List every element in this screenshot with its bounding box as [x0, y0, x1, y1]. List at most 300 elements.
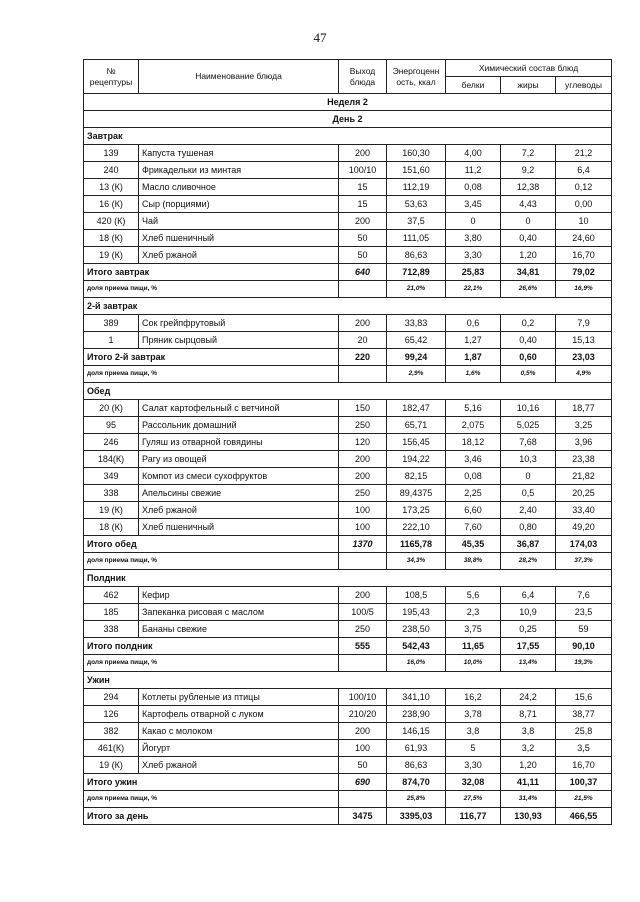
recipe-number-cell: 246 [84, 434, 139, 451]
meal-total-value: 79,02 [556, 264, 612, 281]
proteins-cell: 2,3 [446, 604, 501, 621]
carbs-cell: 0,12 [556, 179, 612, 196]
dish-row [84, 740, 612, 757]
meal-total-label: Итого 2-й завтрак [84, 349, 339, 366]
proteins-cell: 11,2 [446, 162, 501, 179]
meal-section-row [84, 128, 612, 145]
fats-cell: 0 [501, 468, 556, 485]
meal-share-row [84, 366, 612, 383]
day-total-value: 130,93 [501, 808, 556, 825]
energy-cell: 112,19 [387, 179, 446, 196]
meal-total-value: 1165,78 [387, 536, 446, 553]
recipe-number-cell: 389 [84, 315, 139, 332]
meal-total-value: 36,87 [501, 536, 556, 553]
yield-cell: 200 [339, 213, 387, 230]
proteins-cell: 1,27 [446, 332, 501, 349]
proteins-cell: 3,75 [446, 621, 501, 638]
meal-total-value: 99,24 [387, 349, 446, 366]
fats-cell: 12,38 [501, 179, 556, 196]
fats-cell: 6,4 [501, 587, 556, 604]
carbs-cell: 3,25 [556, 417, 612, 434]
recipe-number-cell: 13 (К) [84, 179, 139, 196]
meal-share-value: 21,0% [387, 281, 446, 298]
dish-row [84, 417, 612, 434]
meal-share-row [84, 281, 612, 298]
energy-cell: 61,93 [387, 740, 446, 757]
energy-cell: 160,30 [387, 145, 446, 162]
proteins-cell: 0 [446, 213, 501, 230]
meal-share-empty [339, 655, 387, 672]
meal-share-empty [339, 553, 387, 570]
carbs-cell: 49,20 [556, 519, 612, 536]
dish-name-cell: Запеканка рисовая с маслом [139, 604, 339, 621]
dish-name-cell: Какао с молоком [139, 723, 339, 740]
header-dish-name: Наименование блюда [139, 60, 339, 94]
meal-section-row [84, 570, 612, 587]
yield-cell: 250 [339, 485, 387, 502]
meal-total-value: 874,70 [387, 774, 446, 791]
dish-row [84, 706, 612, 723]
recipe-number-cell: 19 (К) [84, 757, 139, 774]
meal-share-label: доля приема пищи, % [84, 366, 339, 383]
fats-cell: 9,2 [501, 162, 556, 179]
carbs-cell: 38,77 [556, 706, 612, 723]
meal-share-empty [339, 366, 387, 383]
proteins-cell: 18,12 [446, 434, 501, 451]
dish-row [84, 145, 612, 162]
meal-share-value: 4,9% [556, 366, 612, 383]
recipe-number-cell: 240 [84, 162, 139, 179]
energy-cell: 146,15 [387, 723, 446, 740]
dish-name-cell: Пряник сырцовый [139, 332, 339, 349]
fats-cell: 0,40 [501, 230, 556, 247]
proteins-cell: 3,45 [446, 196, 501, 213]
dish-row [84, 468, 612, 485]
dish-row [84, 247, 612, 264]
energy-cell: 222,10 [387, 519, 446, 536]
yield-cell: 100/10 [339, 689, 387, 706]
dish-name-cell: Бананы свежие [139, 621, 339, 638]
yield-cell: 50 [339, 247, 387, 264]
meal-share-value: 10,0% [446, 655, 501, 672]
carbs-cell: 24,60 [556, 230, 612, 247]
yield-cell: 200 [339, 468, 387, 485]
proteins-cell: 3,46 [446, 451, 501, 468]
meal-total-yield: 1370 [339, 536, 387, 553]
energy-cell: 86,63 [387, 247, 446, 264]
carbs-cell: 33,40 [556, 502, 612, 519]
meal-total-value: 45,35 [446, 536, 501, 553]
proteins-cell: 2,075 [446, 417, 501, 434]
dish-row [84, 587, 612, 604]
header-recipe-no: № рецептуры [84, 60, 139, 94]
dish-name-cell: Капуста тушеная [139, 145, 339, 162]
meal-share-value: 25,8% [387, 791, 446, 808]
meal-total-value: 11,65 [446, 638, 501, 655]
dish-row [84, 230, 612, 247]
fats-cell: 0,5 [501, 485, 556, 502]
energy-cell: 65,71 [387, 417, 446, 434]
meal-share-value: 27,5% [446, 791, 501, 808]
meal-section-row [84, 672, 612, 689]
fats-cell: 0,40 [501, 332, 556, 349]
meal-total-value: 90,10 [556, 638, 612, 655]
yield-cell: 200 [339, 315, 387, 332]
carbs-cell: 0,00 [556, 196, 612, 213]
meal-share-value: 21,5% [556, 791, 612, 808]
energy-cell: 156,45 [387, 434, 446, 451]
meal-total-label: Итого ужин [84, 774, 339, 791]
meal-share-value: 13,4% [501, 655, 556, 672]
carbs-cell: 7,9 [556, 315, 612, 332]
day-total-value: 3475 [339, 808, 387, 825]
dish-name-cell: Салат картофельный с ветчиной [139, 400, 339, 417]
dish-name-cell: Компот из смеси сухофруктов [139, 468, 339, 485]
meal-share-empty [339, 281, 387, 298]
energy-cell: 108,5 [387, 587, 446, 604]
carbs-cell: 59 [556, 621, 612, 638]
meal-total-row [84, 349, 612, 366]
recipe-number-cell: 1 [84, 332, 139, 349]
carbs-cell: 3,5 [556, 740, 612, 757]
carbs-cell: 16,70 [556, 247, 612, 264]
energy-cell: 182,47 [387, 400, 446, 417]
meal-share-value: 34,3% [387, 553, 446, 570]
proteins-cell: 3,30 [446, 247, 501, 264]
dish-name-cell: Чай [139, 213, 339, 230]
dish-row [84, 162, 612, 179]
dish-row [84, 604, 612, 621]
proteins-cell: 0,6 [446, 315, 501, 332]
energy-cell: 53,63 [387, 196, 446, 213]
yield-cell: 200 [339, 451, 387, 468]
carbs-cell: 7,6 [556, 587, 612, 604]
meal-total-label: Итого обед [84, 536, 339, 553]
meal-share-value: 38,8% [446, 553, 501, 570]
carbs-cell: 21,82 [556, 468, 612, 485]
fats-cell: 0,2 [501, 315, 556, 332]
meal-share-row [84, 655, 612, 672]
proteins-cell: 3,8 [446, 723, 501, 740]
meal-share-value: 1,6% [446, 366, 501, 383]
recipe-number-cell: 18 (К) [84, 519, 139, 536]
dish-name-cell: Хлеб ржаной [139, 502, 339, 519]
meal-share-value: 19,3% [556, 655, 612, 672]
meal-share-value: 22,1% [446, 281, 501, 298]
carbs-cell: 18,77 [556, 400, 612, 417]
meal-share-row [84, 791, 612, 808]
yield-cell: 100 [339, 740, 387, 757]
carbs-cell: 23,38 [556, 451, 612, 468]
recipe-number-cell: 20 (К) [84, 400, 139, 417]
proteins-cell: 16,2 [446, 689, 501, 706]
yield-cell: 100 [339, 519, 387, 536]
meal-share-value: 16,9% [556, 281, 612, 298]
meal-section-title: Обед [84, 383, 612, 400]
dish-name-cell: Апельсины свежие [139, 485, 339, 502]
fats-cell: 3,2 [501, 740, 556, 757]
meal-share-value: 26,6% [501, 281, 556, 298]
proteins-cell: 6,60 [446, 502, 501, 519]
dish-row [84, 196, 612, 213]
dish-row [84, 332, 612, 349]
dish-row [84, 757, 612, 774]
meal-total-value: 712,89 [387, 264, 446, 281]
meal-share-label: доля приема пищи, % [84, 655, 339, 672]
carbs-cell: 15,13 [556, 332, 612, 349]
energy-cell: 82,15 [387, 468, 446, 485]
meal-total-row [84, 638, 612, 655]
day-total-value: 116,77 [446, 808, 501, 825]
meal-share-value: 16,0% [387, 655, 446, 672]
yield-cell: 15 [339, 196, 387, 213]
recipe-number-cell: 126 [84, 706, 139, 723]
recipe-number-cell: 382 [84, 723, 139, 740]
energy-cell: 194,22 [387, 451, 446, 468]
recipe-number-cell: 294 [84, 689, 139, 706]
recipe-number-cell: 184(К) [84, 451, 139, 468]
day-total-label: Итого за день [84, 808, 339, 825]
meal-total-value: 34,81 [501, 264, 556, 281]
proteins-cell: 5,6 [446, 587, 501, 604]
meal-total-label: Итого завтрак [84, 264, 339, 281]
dish-name-cell: Хлеб ржаной [139, 247, 339, 264]
dish-row [84, 451, 612, 468]
header-carbs: углеводы [556, 77, 612, 94]
yield-cell: 50 [339, 757, 387, 774]
recipe-number-cell: 338 [84, 621, 139, 638]
recipe-number-cell: 420 (К) [84, 213, 139, 230]
carbs-cell: 21,2 [556, 145, 612, 162]
yield-cell: 20 [339, 332, 387, 349]
proteins-cell: 7,60 [446, 519, 501, 536]
proteins-cell: 2,25 [446, 485, 501, 502]
recipe-number-cell: 349 [84, 468, 139, 485]
dish-name-cell: Котлеты рубленые из птицы [139, 689, 339, 706]
dish-name-cell: Хлеб ржаной [139, 757, 339, 774]
meal-section-title: 2-й завтрак [84, 298, 612, 315]
fats-cell: 8,71 [501, 706, 556, 723]
meal-total-value: 32,08 [446, 774, 501, 791]
proteins-cell: 5,16 [446, 400, 501, 417]
dish-row [84, 434, 612, 451]
yield-cell: 250 [339, 621, 387, 638]
dish-name-cell: Сыр (порциями) [139, 196, 339, 213]
yield-cell: 100/5 [339, 604, 387, 621]
meal-total-value: 41,11 [501, 774, 556, 791]
carbs-cell: 23,5 [556, 604, 612, 621]
energy-cell: 195,43 [387, 604, 446, 621]
meal-total-value: 1,87 [446, 349, 501, 366]
dish-name-cell: Масло сливочное [139, 179, 339, 196]
dish-row [84, 519, 612, 536]
fats-cell: 7,68 [501, 434, 556, 451]
fats-cell: 4,43 [501, 196, 556, 213]
dish-row [84, 315, 612, 332]
carbs-cell: 3,96 [556, 434, 612, 451]
meal-share-label: доля приема пищи, % [84, 791, 339, 808]
recipe-number-cell: 16 (К) [84, 196, 139, 213]
yield-cell: 100 [339, 502, 387, 519]
fats-cell: 2,40 [501, 502, 556, 519]
meal-section-title: Ужин [84, 672, 612, 689]
yield-cell: 120 [339, 434, 387, 451]
dish-row [84, 689, 612, 706]
fats-cell: 1,20 [501, 247, 556, 264]
proteins-cell: 3,80 [446, 230, 501, 247]
energy-cell: 238,90 [387, 706, 446, 723]
recipe-number-cell: 338 [84, 485, 139, 502]
header-proteins: белки [446, 77, 501, 94]
header-fats: жиры [501, 77, 556, 94]
meal-total-yield: 690 [339, 774, 387, 791]
header-yield: Выход блюда [339, 60, 387, 94]
fats-cell: 0,80 [501, 519, 556, 536]
week-row [84, 94, 612, 111]
meal-total-label: Итого полдник [84, 638, 339, 655]
carbs-cell: 6,4 [556, 162, 612, 179]
meal-share-empty [339, 791, 387, 808]
day-total-value: 3395,03 [387, 808, 446, 825]
fats-cell: 1,20 [501, 757, 556, 774]
yield-cell: 200 [339, 145, 387, 162]
dish-row [84, 621, 612, 638]
meal-total-value: 0,60 [501, 349, 556, 366]
meal-share-value: 28,2% [501, 553, 556, 570]
dish-row [84, 213, 612, 230]
meal-section-row [84, 298, 612, 315]
dish-row [84, 502, 612, 519]
fats-cell: 10,3 [501, 451, 556, 468]
meal-total-value: 17,55 [501, 638, 556, 655]
dish-name-cell: Хлеб пшеничный [139, 230, 339, 247]
header-composition: Химический состав блюд [446, 60, 612, 77]
meal-total-value: 25,83 [446, 264, 501, 281]
yield-cell: 150 [339, 400, 387, 417]
dish-row [84, 400, 612, 417]
yield-cell: 200 [339, 587, 387, 604]
carbs-cell: 25,8 [556, 723, 612, 740]
meal-total-yield: 640 [339, 264, 387, 281]
fats-cell: 7,2 [501, 145, 556, 162]
meal-share-value: 37,3% [556, 553, 612, 570]
fats-cell: 10,9 [501, 604, 556, 621]
dish-name-cell: Картофель отварной с луком [139, 706, 339, 723]
meal-share-label: доля приема пищи, % [84, 281, 339, 298]
energy-cell: 341,10 [387, 689, 446, 706]
meal-total-value: 174,03 [556, 536, 612, 553]
day-total-value: 466,55 [556, 808, 612, 825]
dish-name-cell: Фрикадельки из минтая [139, 162, 339, 179]
energy-cell: 33,83 [387, 315, 446, 332]
meal-section-title: Полдник [84, 570, 612, 587]
day-label: День 2 [84, 111, 612, 128]
recipe-number-cell: 95 [84, 417, 139, 434]
fats-cell: 24,2 [501, 689, 556, 706]
dish-name-cell: Йогурт [139, 740, 339, 757]
carbs-cell: 20,25 [556, 485, 612, 502]
yield-cell: 250 [339, 417, 387, 434]
dish-name-cell: Сок грейпфрутовый [139, 315, 339, 332]
fats-cell: 0 [501, 213, 556, 230]
dish-name-cell: Хлеб пшеничный [139, 519, 339, 536]
energy-cell: 65,42 [387, 332, 446, 349]
meal-total-yield: 555 [339, 638, 387, 655]
fats-cell: 10,16 [501, 400, 556, 417]
carbs-cell: 16,70 [556, 757, 612, 774]
recipe-number-cell: 462 [84, 587, 139, 604]
energy-cell: 89,4375 [387, 485, 446, 502]
meal-total-row [84, 774, 612, 791]
page-number: 47 [313, 30, 327, 45]
meal-share-value: 31,4% [501, 791, 556, 808]
carbs-cell: 15,6 [556, 689, 612, 706]
energy-cell: 173,25 [387, 502, 446, 519]
meal-share-label: доля приема пищи, % [84, 553, 339, 570]
yield-cell: 50 [339, 230, 387, 247]
menu-table [83, 59, 612, 825]
proteins-cell: 4,00 [446, 145, 501, 162]
dish-row [84, 485, 612, 502]
fats-cell: 5,025 [501, 417, 556, 434]
yield-cell: 100/10 [339, 162, 387, 179]
meal-total-row [84, 264, 612, 281]
recipe-number-cell: 185 [84, 604, 139, 621]
fats-cell: 3,8 [501, 723, 556, 740]
energy-cell: 238,50 [387, 621, 446, 638]
meal-share-value: 2,9% [387, 366, 446, 383]
recipe-number-cell: 139 [84, 145, 139, 162]
dish-name-cell: Рагу из овощей [139, 451, 339, 468]
meal-section-row [84, 383, 612, 400]
week-label: Неделя 2 [84, 94, 612, 111]
header-energy: Энергоценн ость, ккал [387, 60, 446, 94]
meal-share-value: 0,5% [501, 366, 556, 383]
yield-cell: 200 [339, 723, 387, 740]
dish-row [84, 179, 612, 196]
meal-total-value: 23,03 [556, 349, 612, 366]
energy-cell: 111,05 [387, 230, 446, 247]
meal-total-yield: 220 [339, 349, 387, 366]
meal-total-row [84, 536, 612, 553]
dish-row [84, 723, 612, 740]
proteins-cell: 0,08 [446, 468, 501, 485]
energy-cell: 37,5 [387, 213, 446, 230]
proteins-cell: 0,08 [446, 179, 501, 196]
dish-name-cell: Рассольник домашний [139, 417, 339, 434]
yield-cell: 210/20 [339, 706, 387, 723]
recipe-number-cell: 19 (К) [84, 247, 139, 264]
recipe-number-cell: 19 (К) [84, 502, 139, 519]
dish-name-cell: Гуляш из отварной говядины [139, 434, 339, 451]
proteins-cell: 3,30 [446, 757, 501, 774]
carbs-cell: 10 [556, 213, 612, 230]
recipe-number-cell: 18 (К) [84, 230, 139, 247]
energy-cell: 151,60 [387, 162, 446, 179]
fats-cell: 0,25 [501, 621, 556, 638]
meal-share-row [84, 553, 612, 570]
recipe-number-cell: 461(К) [84, 740, 139, 757]
proteins-cell: 5 [446, 740, 501, 757]
header-row [84, 60, 612, 77]
meal-total-value: 542,43 [387, 638, 446, 655]
meal-total-value: 100,37 [556, 774, 612, 791]
meal-section-title: Завтрак [84, 128, 612, 145]
day-total-row [84, 808, 612, 825]
proteins-cell: 3,78 [446, 706, 501, 723]
day-row [84, 111, 612, 128]
dish-name-cell: Кефир [139, 587, 339, 604]
